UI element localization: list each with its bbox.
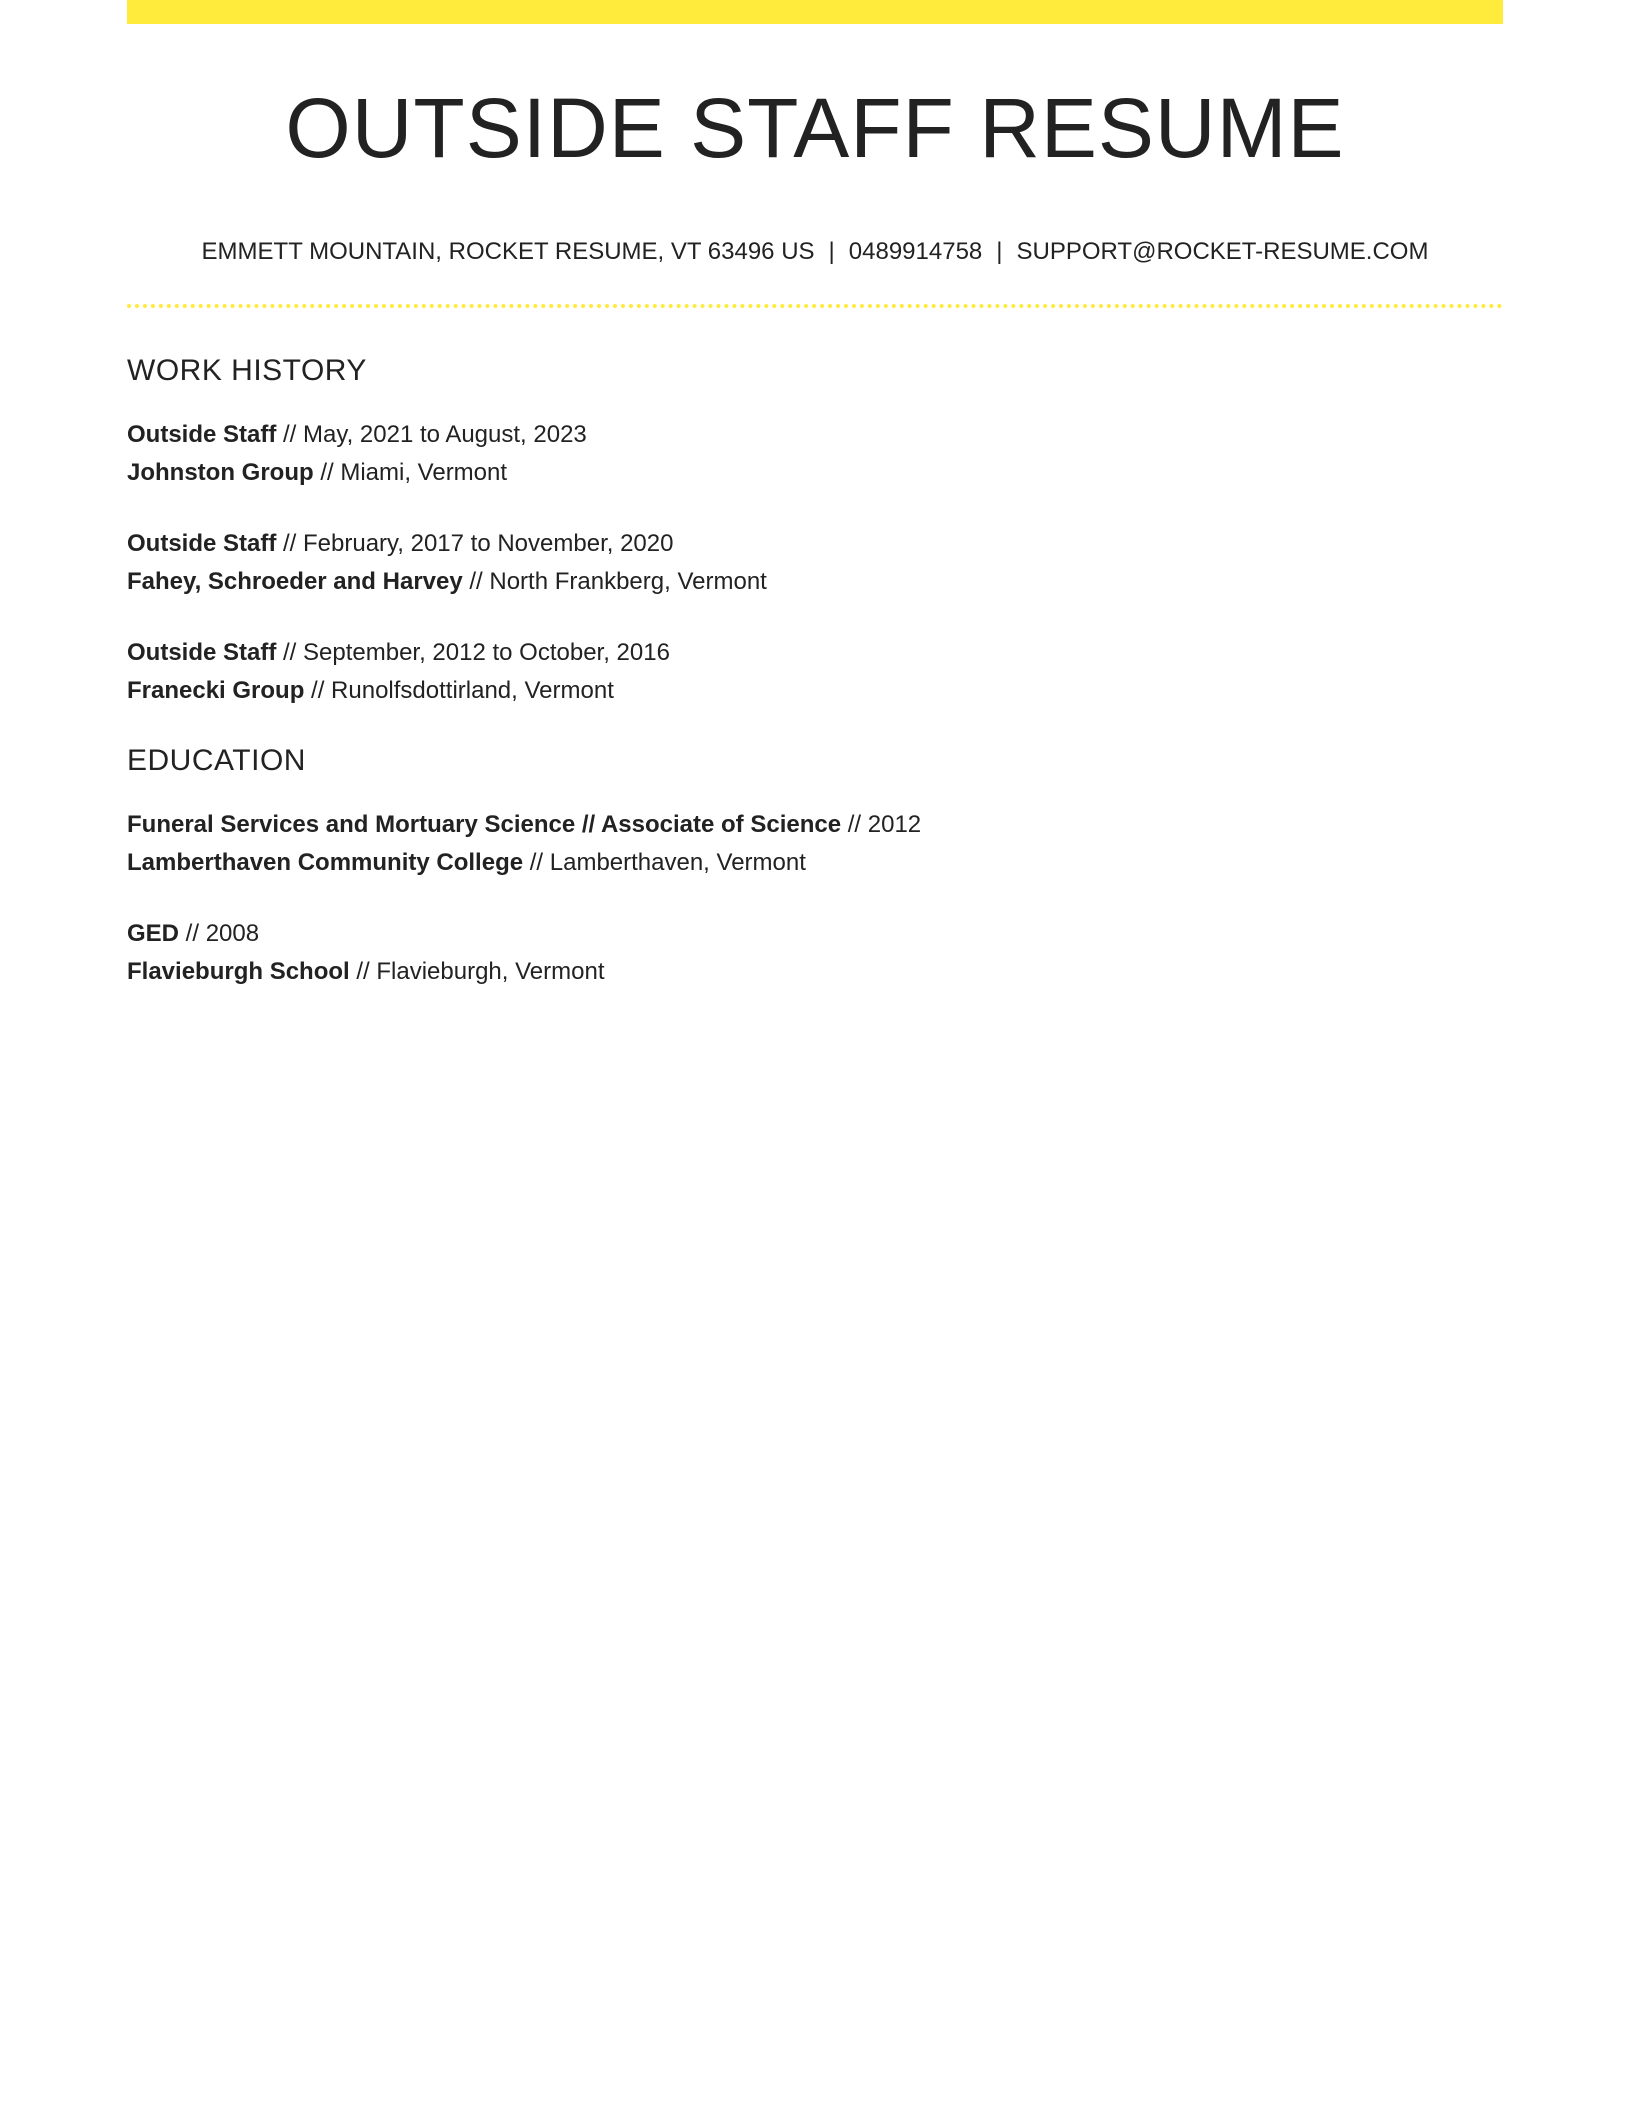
education-location: // Lamberthaven, Vermont [523,848,806,876]
education-entry [127,915,1503,991]
education-school: Flavieburgh School [127,957,350,985]
education-heading: EDUCATION [127,743,306,777]
education-location: // Flavieburgh, Vermont [349,957,605,985]
work-company: Fahey, Schroeder and Harvey [127,567,463,595]
work-dates: // May, 2021 to August, 2023 [276,420,587,448]
contact-line [127,238,1503,267]
work-dates: // September, 2012 to October, 2016 [276,638,670,666]
work-position: Outside Staff [127,638,277,666]
work-location: // Runolfsdottirland, Vermont [304,676,614,704]
education-year: // 2008 [179,919,260,947]
contact-separator: | [828,238,835,265]
education-degree-line [127,915,1503,953]
contact-phone: 0489914758 [848,238,983,265]
top-accent-bar [127,0,1503,24]
dotted-divider [127,304,1503,308]
contact-separator: | [996,238,1003,265]
work-location: // Miami, Vermont [313,458,508,486]
education-school-line [127,844,1503,882]
education-degree-line [127,806,1503,844]
work-entry-company-line [127,563,1503,601]
work-position: Outside Staff [127,420,277,448]
work-entry-title-line [127,525,1503,563]
education-year: // 2012 [841,810,922,838]
work-history-heading: WORK HISTORY [127,353,367,387]
work-location: // North Frankberg, Vermont [462,567,767,595]
work-company: Johnston Group [127,458,314,486]
education-list [127,806,1503,991]
work-entry-company-line [127,672,1503,710]
education-entry [127,806,1503,882]
resume-title: OUTSIDE STAFF RESUME [285,81,1345,175]
contact-address: EMMETT MOUNTAIN, ROCKET RESUME, VT 63496 US [201,238,815,265]
work-entry-title-line [127,634,1503,672]
work-position: Outside Staff [127,529,277,557]
work-dates: // February, 2017 to November, 2020 [276,529,674,557]
work-entry [127,525,1503,601]
work-entry-company-line [127,454,1503,492]
education-degree: Funeral Services and Mortuary Science // Associate of Science [127,810,842,838]
contact-email: SUPPORT@ROCKET-RESUME.COM [1016,238,1429,265]
education-school: Lamberthaven Community College [127,848,524,876]
work-company: Franecki Group [127,676,305,704]
work-entry [127,634,1503,710]
resume-page [127,0,1503,991]
education-degree: GED [127,919,180,947]
work-entry [127,416,1503,492]
work-entry-title-line [127,416,1503,454]
education-school-line [127,953,1503,991]
work-history-list [127,416,1503,710]
